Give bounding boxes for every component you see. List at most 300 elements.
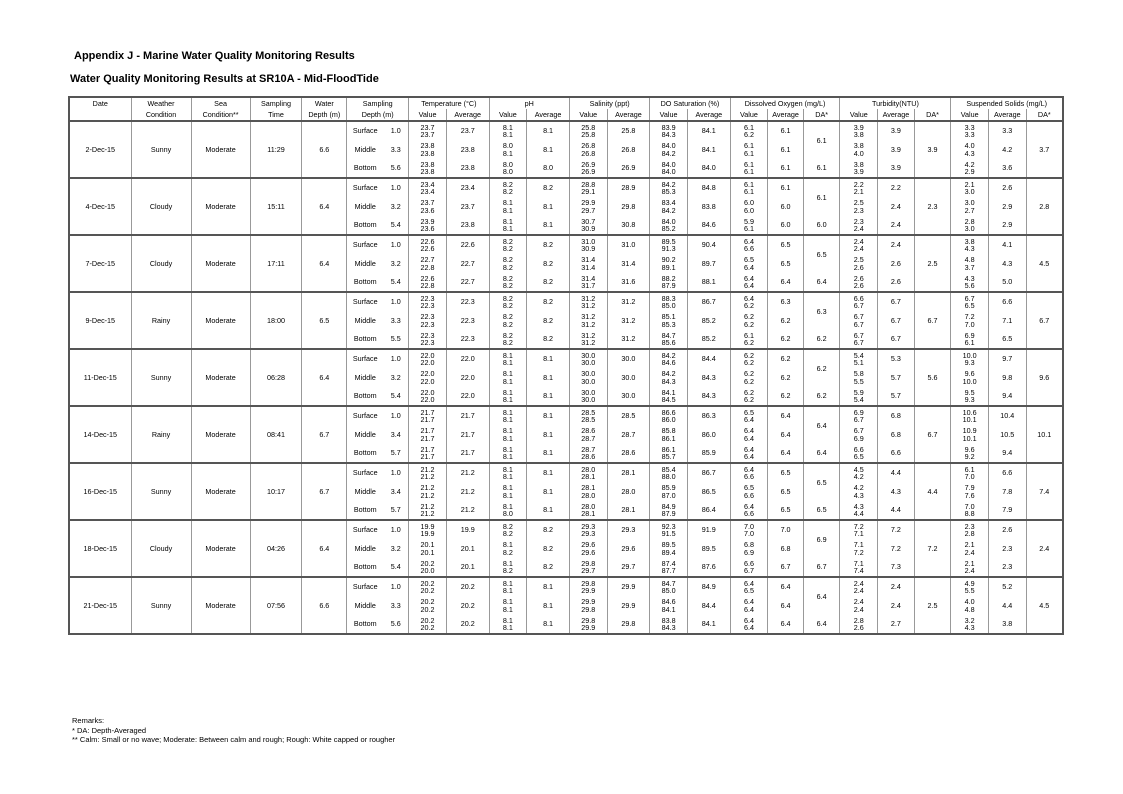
ph-values-reading: 8.2	[502, 529, 513, 538]
ph-values-reading: 8.1	[502, 433, 513, 443]
ph-values-reading: 8.2	[502, 338, 513, 347]
dissolved-oxygen-values-reading: 6.1	[743, 167, 754, 176]
turbidity-values-reading: 2.6	[853, 273, 864, 283]
dissolved-oxygen-values-reading: 6.4	[743, 501, 754, 511]
salinity-values-reading: 29.8	[581, 604, 596, 614]
turbidity-values-reading: 2.6	[853, 262, 864, 272]
do-saturation-values-reading: 88.0	[661, 472, 676, 481]
depth-label: Middle	[347, 482, 384, 501]
do-saturation-values	[650, 444, 688, 463]
suspended-solids-values	[951, 444, 989, 463]
salinity-values	[569, 539, 607, 558]
do-saturation-values-reading: 85.3	[661, 187, 676, 196]
salinity-values-reading: 28.0	[581, 464, 596, 474]
do-saturation-values-reading: 84.7	[661, 578, 676, 588]
dissolved-oxygen-values	[730, 482, 768, 501]
water-depth-cell: 6.4	[302, 235, 347, 292]
turbidity-values-reading: 7.1	[853, 558, 864, 568]
dissolved-oxygen-values	[730, 615, 768, 634]
suspended-solids-values-reading: 4.3	[964, 244, 975, 253]
turbidity-average: 2.4	[878, 577, 915, 596]
dissolved-oxygen-average: 6.8	[768, 539, 804, 558]
do-saturation-values	[650, 254, 688, 273]
suspended-solids-values-reading: 2.8	[964, 529, 975, 538]
temperature-average: 23.4	[446, 178, 489, 197]
depth-label: Middle	[347, 368, 384, 387]
temperature-values-reading: 22.7	[420, 255, 435, 265]
depth-value: 3.2	[383, 254, 408, 273]
dissolved-oxygen-bottom-da: 6.1	[803, 159, 840, 178]
salinity-average: 30.8	[607, 216, 650, 235]
turbidity-values	[840, 558, 878, 577]
suspended-solids-average: 7.1	[988, 311, 1026, 330]
temperature-values-reading: 21.2	[420, 509, 435, 518]
depth-label: Middle	[347, 197, 384, 216]
temperature-values-reading: 22.3	[420, 330, 435, 340]
turbidity-values-reading: 2.4	[853, 597, 864, 607]
salinity-average: 31.2	[607, 292, 650, 311]
suspended-solids-values-reading: 9.3	[964, 395, 975, 404]
temperature-values	[409, 330, 447, 349]
ph-values-reading: 8.2	[502, 179, 513, 189]
turbidity-values-reading: 7.4	[853, 566, 864, 575]
turbidity-values	[840, 178, 878, 197]
water-depth-cell: 6.6	[302, 121, 347, 178]
turbidity-values	[840, 520, 878, 539]
dissolved-oxygen-values	[730, 368, 768, 387]
dissolved-oxygen-values-reading: 6.2	[743, 338, 754, 347]
ph-values	[489, 463, 527, 482]
suspended-solids-values-reading: 2.9	[964, 167, 975, 176]
salinity-values-reading: 31.0	[581, 236, 596, 246]
do-saturation-values-reading: 87.9	[661, 509, 676, 518]
do-saturation-average: 90.4	[687, 235, 730, 254]
dissolved-oxygen-values	[730, 140, 768, 159]
dissolved-oxygen-average: 7.0	[768, 520, 804, 539]
temperature-values	[409, 216, 447, 235]
depth-value: 1.0	[383, 349, 408, 368]
salinity-average: 29.8	[607, 197, 650, 216]
temperature-values-reading: 23.7	[420, 122, 435, 132]
turbidity-values-reading: 2.8	[853, 615, 864, 625]
ph-average: 8.1	[527, 577, 570, 596]
suspended-solids-values-reading: 9.2	[964, 452, 975, 461]
suspended-solids-average: 10.4	[988, 406, 1026, 425]
temperature-values-reading: 21.2	[420, 501, 435, 511]
turbidity-average: 2.7	[878, 615, 915, 634]
temperature-values-reading: 22.0	[420, 358, 435, 367]
dissolved-oxygen-values-reading: 6.4	[743, 623, 754, 632]
turbidity-values	[840, 406, 878, 425]
do-saturation-values-reading: 84.3	[661, 623, 676, 632]
dissolved-oxygen-average: 6.7	[768, 558, 804, 577]
do-saturation-values-reading: 84.2	[661, 179, 676, 189]
dissolved-oxygen-values-reading: 6.2	[743, 319, 754, 329]
dissolved-oxygen-average: 6.4	[768, 273, 804, 292]
suspended-solids-average: 5.0	[988, 273, 1026, 292]
temperature-values	[409, 140, 447, 159]
temperature-values-reading: 21.2	[420, 483, 435, 493]
do-saturation-values-reading: 84.0	[661, 167, 676, 176]
suspended-solids-average: 2.3	[988, 539, 1026, 558]
subheader-sal-value: Value	[569, 109, 607, 121]
suspended-solids-values	[951, 311, 989, 330]
dissolved-oxygen-values-reading: 6.4	[743, 293, 754, 303]
depth-label: Surface	[347, 292, 384, 311]
subheader-ss-average: Average	[988, 109, 1026, 121]
col-salinity: Salinity (ppt)	[569, 97, 649, 109]
suspended-solids-values-reading: 2.1	[964, 179, 975, 189]
temperature-values-reading: 21.2	[420, 472, 435, 481]
suspended-solids-values-reading: 9.3	[964, 358, 975, 367]
depth-value: 1.0	[383, 463, 408, 482]
ph-values	[489, 311, 527, 330]
depth-value: 1.0	[383, 577, 408, 596]
suspended-solids-average: 4.2	[988, 140, 1026, 159]
salinity-values-reading: 31.2	[581, 312, 596, 322]
depth-label: Middle	[347, 425, 384, 444]
depth-value: 3.3	[383, 311, 408, 330]
subheader-turb-average: Average	[878, 109, 915, 121]
salinity-average: 30.0	[607, 368, 650, 387]
ph-values-reading: 8.1	[502, 597, 513, 607]
salinity-average: 26.8	[607, 140, 650, 159]
do-saturation-values	[650, 387, 688, 406]
ph-values-reading: 8.1	[502, 490, 513, 500]
col-sampling-time: Sampling	[250, 97, 302, 109]
temperature-average: 22.0	[446, 368, 489, 387]
date-cell: 7-Dec-15	[69, 235, 131, 292]
suspended-solids-values-reading: 10.0	[962, 376, 977, 386]
salinity-values-reading: 31.2	[581, 330, 596, 340]
dissolved-oxygen-values-reading: 6.4	[743, 578, 754, 588]
dissolved-oxygen-values	[730, 292, 768, 311]
temperature-values	[409, 558, 447, 577]
sampling-time-cell: 08:41	[250, 406, 302, 463]
salinity-average: 28.6	[607, 444, 650, 463]
dissolved-oxygen-average: 6.2	[768, 387, 804, 406]
salinity-values-reading: 30.7	[581, 216, 596, 226]
ph-values	[489, 501, 527, 520]
salinity-values	[569, 501, 607, 520]
dissolved-oxygen-values-reading: 6.1	[743, 122, 754, 132]
do-saturation-values-reading: 87.9	[661, 281, 676, 290]
sampling-time-cell: 18:00	[250, 292, 302, 349]
ph-values-reading: 8.2	[502, 547, 513, 557]
dissolved-oxygen-average: 6.2	[768, 368, 804, 387]
dissolved-oxygen-values-reading: 6.5	[743, 255, 754, 265]
suspended-solids-values	[951, 577, 989, 596]
table-row	[69, 121, 1063, 140]
dissolved-oxygen-values	[730, 425, 768, 444]
dissolved-oxygen-values-reading: 6.6	[743, 244, 754, 253]
temperature-values-reading: 21.2	[420, 464, 435, 474]
suspended-solids-values	[951, 558, 989, 577]
suspended-solids-values-reading: 2.1	[964, 540, 975, 550]
ph-values-reading: 8.2	[502, 319, 513, 329]
ph-average: 8.1	[527, 406, 570, 425]
temperature-values	[409, 349, 447, 368]
depth-value: 5.4	[383, 273, 408, 292]
salinity-values-reading: 31.4	[581, 273, 596, 283]
turbidity-values-reading: 3.8	[853, 141, 864, 151]
suspended-solids-values-reading: 4.9	[964, 578, 975, 588]
dissolved-oxygen-values	[730, 330, 768, 349]
do-saturation-values	[650, 349, 688, 368]
salinity-values	[569, 406, 607, 425]
turbidity-da: 5.6	[914, 349, 951, 406]
salinity-values-reading: 26.8	[581, 141, 596, 151]
water-depth-cell: 6.4	[302, 520, 347, 577]
depth-value: 1.0	[383, 292, 408, 311]
do-saturation-values	[650, 292, 688, 311]
water-depth-cell: 6.7	[302, 406, 347, 463]
salinity-values	[569, 482, 607, 501]
salinity-values-reading: 31.2	[581, 301, 596, 310]
turbidity-values-reading: 2.1	[853, 187, 864, 196]
temperature-values-reading: 23.8	[420, 148, 435, 158]
dissolved-oxygen-values-reading: 6.4	[743, 615, 754, 625]
dissolved-oxygen-values-reading: 6.4	[743, 444, 754, 454]
salinity-average: 28.7	[607, 425, 650, 444]
turbidity-values	[840, 596, 878, 615]
subheader-do-da: DA*	[803, 109, 840, 121]
ph-values	[489, 520, 527, 539]
salinity-values-reading: 26.9	[581, 167, 596, 176]
suspended-solids-values	[951, 482, 989, 501]
suspended-solids-values-reading: 6.7	[964, 293, 975, 303]
ph-average: 8.2	[527, 235, 570, 254]
do-saturation-values-reading: 83.4	[661, 198, 676, 208]
do-saturation-values	[650, 368, 688, 387]
turbidity-values-reading: 2.4	[853, 578, 864, 588]
suspended-solids-values-reading: 4.3	[964, 623, 975, 632]
ph-values-reading: 8.2	[502, 255, 513, 265]
do-saturation-values-reading: 89.1	[661, 262, 676, 272]
temperature-average: 22.3	[446, 330, 489, 349]
temperature-values-reading: 21.7	[420, 444, 435, 454]
suspended-solids-da: 3.7	[1026, 121, 1063, 178]
do-saturation-average: 84.9	[687, 577, 730, 596]
temperature-average: 23.7	[446, 121, 489, 140]
suspended-solids-values-reading: 4.3	[964, 273, 975, 283]
suspended-solids-average: 9.7	[988, 349, 1026, 368]
suspended-solids-average: 2.9	[988, 216, 1026, 235]
salinity-values-reading: 29.3	[581, 521, 596, 531]
turbidity-values	[840, 216, 878, 235]
do-saturation-values-reading: 84.3	[661, 376, 676, 386]
do-saturation-values	[650, 311, 688, 330]
temperature-average: 22.0	[446, 387, 489, 406]
turbidity-values-reading: 5.4	[853, 395, 864, 404]
do-saturation-values-reading: 86.1	[661, 444, 676, 454]
do-saturation-values	[650, 216, 688, 235]
salinity-values-reading: 28.6	[581, 426, 596, 436]
dissolved-oxygen-da: 6.4	[803, 577, 840, 615]
subheader-ph-value: Value	[489, 109, 527, 121]
suspended-solids-values-reading: 6.5	[964, 301, 975, 310]
ph-values-reading: 8.1	[502, 452, 513, 461]
do-saturation-values-reading: 84.9	[661, 501, 676, 511]
suspended-solids-values-reading: 4.2	[964, 159, 975, 169]
ph-average: 8.2	[527, 254, 570, 273]
dissolved-oxygen-values-reading: 6.2	[743, 395, 754, 404]
turbidity-values-reading: 2.4	[853, 224, 864, 233]
ph-values-reading: 8.2	[502, 273, 513, 283]
salinity-values	[569, 216, 607, 235]
turbidity-average: 2.4	[878, 596, 915, 615]
ph-values	[489, 330, 527, 349]
subheader-ss-da: DA*	[1026, 109, 1063, 121]
dissolved-oxygen-values	[730, 311, 768, 330]
temperature-values-reading: 22.0	[420, 395, 435, 404]
do-saturation-average: 86.4	[687, 501, 730, 520]
do-saturation-values-reading: 87.0	[661, 490, 676, 500]
temperature-values	[409, 577, 447, 596]
turbidity-values-reading: 5.1	[853, 358, 864, 367]
remarks	[72, 716, 395, 745]
ph-values	[489, 558, 527, 577]
suspended-solids-da: 2.8	[1026, 178, 1063, 235]
do-saturation-average: 84.3	[687, 387, 730, 406]
do-saturation-average: 86.5	[687, 482, 730, 501]
turbidity-da: 6.7	[914, 292, 951, 349]
suspended-solids-values	[951, 349, 989, 368]
ph-values-reading: 8.1	[502, 358, 513, 367]
dissolved-oxygen-values	[730, 520, 768, 539]
suspended-solids-values	[951, 178, 989, 197]
ph-average: 8.2	[527, 520, 570, 539]
do-saturation-values-reading: 85.0	[661, 301, 676, 310]
temperature-average: 21.7	[446, 444, 489, 463]
dissolved-oxygen-average: 6.2	[768, 311, 804, 330]
turbidity-values-reading: 2.5	[853, 255, 864, 265]
ph-values-reading: 8.1	[502, 578, 513, 588]
suspended-solids-values-reading: 10.0	[962, 350, 977, 360]
dissolved-oxygen-values-reading: 6.2	[743, 369, 754, 379]
salinity-values	[569, 178, 607, 197]
turbidity-values	[840, 425, 878, 444]
turbidity-values	[840, 292, 878, 311]
ph-values	[489, 368, 527, 387]
temperature-values-reading: 21.2	[420, 490, 435, 500]
do-saturation-values-reading: 85.9	[661, 483, 676, 493]
turbidity-values	[840, 121, 878, 140]
temperature-values-reading: 19.9	[420, 521, 435, 531]
suspended-solids-values-reading: 3.2	[964, 615, 975, 625]
dissolved-oxygen-average: 6.5	[768, 235, 804, 254]
salinity-average: 28.1	[607, 501, 650, 520]
dissolved-oxygen-bottom-da: 6.4	[803, 444, 840, 463]
temperature-values	[409, 273, 447, 292]
suspended-solids-values-reading: 7.6	[964, 490, 975, 500]
remarks-title: Remarks:	[72, 716, 105, 725]
dissolved-oxygen-values-reading: 6.1	[743, 179, 754, 189]
depth-value: 1.0	[383, 121, 408, 140]
do-saturation-values	[650, 482, 688, 501]
dissolved-oxygen-values-reading: 6.1	[743, 159, 754, 169]
table-row	[69, 178, 1063, 197]
salinity-values	[569, 273, 607, 292]
turbidity-values-reading: 4.4	[853, 509, 864, 518]
col-turbidity: Turbidity(NTU)	[840, 97, 951, 109]
dissolved-oxygen-average: 6.4	[768, 444, 804, 463]
ph-values-reading: 8.2	[502, 301, 513, 310]
dissolved-oxygen-values-reading: 6.4	[743, 262, 754, 272]
depth-label: Bottom	[347, 501, 384, 520]
temperature-average: 21.2	[446, 501, 489, 520]
depth-value: 3.4	[383, 482, 408, 501]
dissolved-oxygen-da: 6.1	[803, 178, 840, 216]
do-saturation-average: 85.2	[687, 330, 730, 349]
temperature-values-reading: 20.2	[420, 578, 435, 588]
salinity-values-reading: 28.1	[581, 509, 596, 518]
temperature-values	[409, 254, 447, 273]
do-saturation-average: 85.9	[687, 444, 730, 463]
col-sampling-time-sub: Time	[250, 109, 302, 121]
suspended-solids-values	[951, 368, 989, 387]
ph-values-reading: 8.1	[502, 623, 513, 632]
suspended-solids-average: 6.6	[988, 292, 1026, 311]
salinity-values-reading: 30.9	[581, 224, 596, 233]
turbidity-values-reading: 4.3	[853, 490, 864, 500]
temperature-values-reading: 23.7	[420, 198, 435, 208]
dissolved-oxygen-bottom-da: 6.7	[803, 558, 840, 577]
suspended-solids-values	[951, 330, 989, 349]
suspended-solids-average: 7.9	[988, 501, 1026, 520]
do-saturation-values-reading: 85.7	[661, 452, 676, 461]
depth-label: Surface	[347, 577, 384, 596]
temperature-values-reading: 19.9	[420, 529, 435, 538]
turbidity-values-reading: 2.4	[853, 244, 864, 253]
do-saturation-values-reading: 85.3	[661, 319, 676, 329]
ph-average: 8.1	[527, 349, 570, 368]
dissolved-oxygen-values-reading: 6.1	[743, 148, 754, 158]
suspended-solids-values-reading: 9.6	[964, 369, 975, 379]
ph-values-reading: 8.2	[502, 330, 513, 340]
dissolved-oxygen-values	[730, 159, 768, 178]
dissolved-oxygen-values-reading: 7.0	[743, 521, 754, 531]
temperature-values-reading: 23.6	[420, 224, 435, 233]
temperature-values-reading: 23.4	[420, 179, 435, 189]
temperature-values-reading: 20.0	[420, 566, 435, 575]
ph-average: 8.0	[527, 159, 570, 178]
turbidity-values	[840, 311, 878, 330]
temperature-values-reading: 22.8	[420, 281, 435, 290]
temperature-values-reading: 20.1	[420, 540, 435, 550]
ph-values-reading: 8.2	[502, 236, 513, 246]
col-sampling-depth: Sampling	[347, 97, 409, 109]
suspended-solids-values	[951, 425, 989, 444]
dissolved-oxygen-average: 6.5	[768, 254, 804, 273]
turbidity-average: 6.7	[878, 330, 915, 349]
suspended-solids-values-reading: 4.3	[964, 148, 975, 158]
depth-value: 1.0	[383, 406, 408, 425]
dissolved-oxygen-values	[730, 235, 768, 254]
temperature-values-reading: 20.1	[420, 547, 435, 557]
turbidity-values	[840, 140, 878, 159]
sea-condition-cell: Moderate	[191, 235, 250, 292]
depth-label: Bottom	[347, 558, 384, 577]
suspended-solids-values-reading: 7.0	[964, 319, 975, 329]
salinity-values-reading: 29.9	[581, 597, 596, 607]
turbidity-values	[840, 577, 878, 596]
do-saturation-values-reading: 84.6	[661, 358, 676, 367]
turbidity-values-reading: 3.8	[853, 159, 864, 169]
salinity-average: 26.9	[607, 159, 650, 178]
depth-label: Surface	[347, 235, 384, 254]
salinity-values	[569, 577, 607, 596]
